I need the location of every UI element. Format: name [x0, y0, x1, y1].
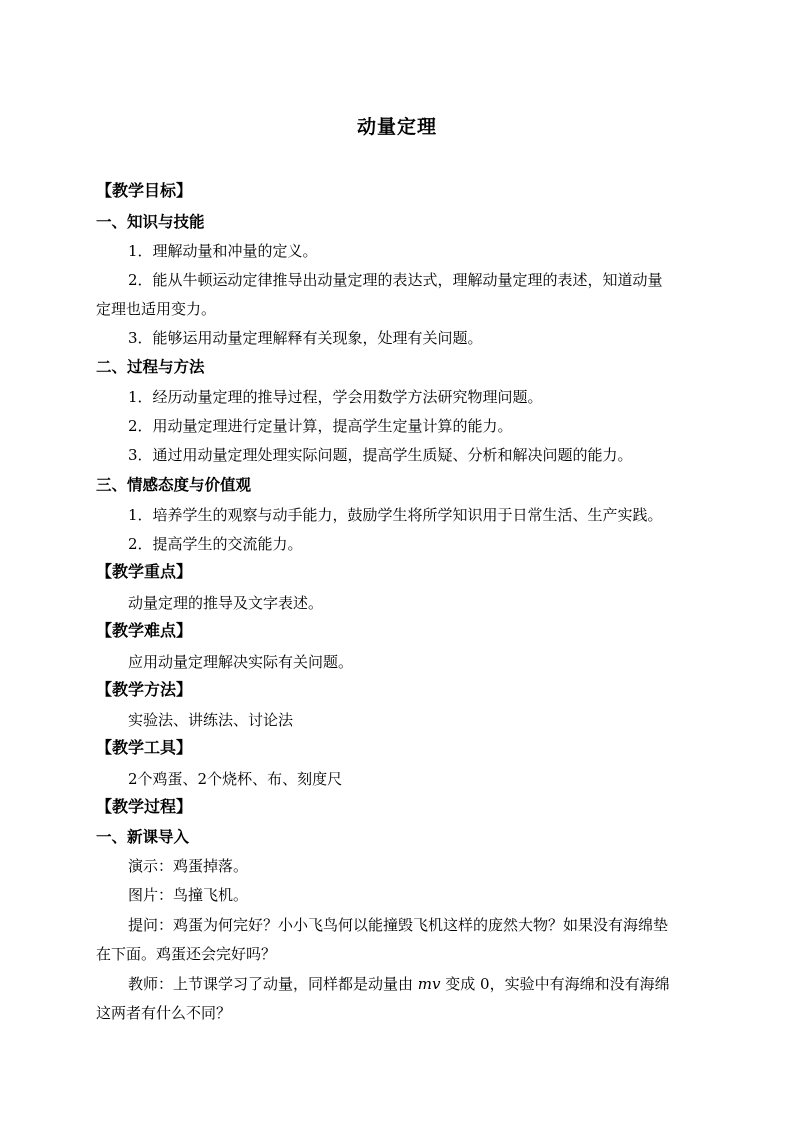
- list-item: 1．经历动量定理的推导过程，学会用数学方法研究物理问题。: [128, 388, 543, 406]
- list-item: 1．理解动量和冲量的定义。: [128, 242, 318, 260]
- intro-demo: 演示：鸡蛋掉落。: [128, 857, 249, 875]
- list-item: 1．培养学生的观察与动手能力，鼓励学生将所学知识用于日常生活、生产实践。: [128, 506, 663, 524]
- subheading-knowledge: 一、知识与技能: [96, 212, 205, 231]
- teacher-text-before: 教师：上节课学习了动量，同样都是动量由: [128, 975, 414, 993]
- section-heading-tools: 【教学工具】: [96, 738, 193, 757]
- intro-question: 提问：鸡蛋为何完好？小小飞鸟何以能撞毁飞机这样的庞然大物？如果没有海绵垫: [128, 916, 669, 934]
- subheading-attitude: 三、情感态度与价值观: [96, 475, 252, 494]
- intro-picture: 图片：鸟撞飞机。: [128, 886, 249, 904]
- list-item-continuation: 定理也适用变力。: [96, 300, 217, 318]
- intro-teacher-continuation: 这两者有什么不同？: [96, 1004, 232, 1022]
- difficulty-text: 应用动量定理解决实际有关问题。: [128, 653, 354, 671]
- subheading-intro: 一、新课导入: [96, 827, 190, 846]
- method-text: 实验法、讲练法、讨论法: [128, 711, 294, 729]
- intro-teacher: [128, 974, 670, 994]
- list-item: 3．能够运用动量定理解释有关现象，处理有关问题。: [128, 329, 483, 347]
- teacher-text-after: 变成 0，实验中有海绵和没有海绵: [445, 975, 670, 993]
- section-heading-difficulty: 【教学难点】: [96, 621, 193, 640]
- page-title: 动量定理: [356, 116, 437, 138]
- section-heading-process: 【教学过程】: [96, 797, 193, 816]
- subheading-process: 二、过程与方法: [96, 357, 205, 376]
- intro-question-continuation: 在下面。鸡蛋还会完好吗？: [96, 945, 277, 963]
- variable-mv: mv: [417, 975, 441, 993]
- list-item: 2．提高学生的交流能力。: [128, 535, 303, 553]
- list-item: 2．用动量定理进行定量计算，提高学生定量计算的能力。: [128, 417, 513, 435]
- tools-text: 2个鸡蛋、2个烧杯、布、刻度尺: [128, 770, 343, 788]
- section-heading-goals: 【教学目标】: [96, 181, 193, 200]
- section-heading-method: 【教学方法】: [96, 680, 193, 699]
- list-item: 2．能从牛顿运动定律推导出动量定理的表达式，理解动量定理的表述，知道动量: [128, 271, 663, 289]
- list-item: 3．通过用动量定理处理实际问题，提高学生质疑、分析和解决问题的能力。: [128, 446, 633, 464]
- section-heading-key-point: 【教学重点】: [96, 562, 193, 581]
- key-point-text: 动量定理的推导及文字表述。: [128, 594, 324, 612]
